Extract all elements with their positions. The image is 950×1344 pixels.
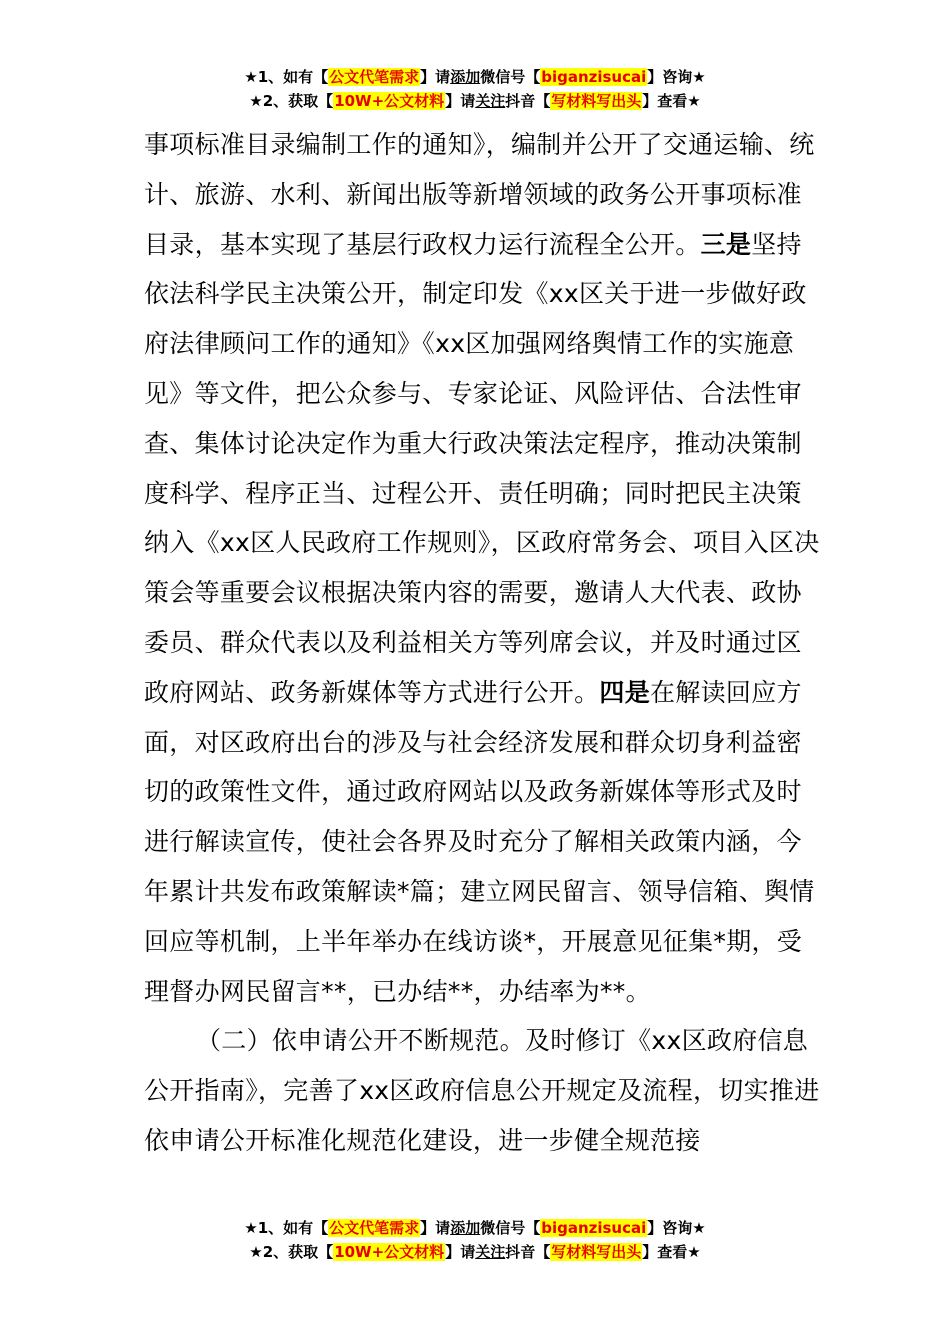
banner-text: ★2、获取【 [249, 1243, 334, 1261]
highlight-materials: 10W+公文材料 [334, 1243, 445, 1261]
paragraph-text: 在解读回应方面，对区政府出台的涉及与社会经济发展和群众切身利益密切的政策性文件，通过政府网站以及政务新媒体等形式及时进行解读宣传，使社会各界及时充分了解相关政策内涵，今年累计共发布政策解读*篇；建立网民留言、领导信箱、舆情回应等机制，上半年举办在线访谈*，开展意见征集*期，受理督办网民留言**，已办结**，办结率为**。 [144, 677, 815, 1006]
header-banner [0, 66, 950, 114]
banner-text: ★1、如有【 [244, 68, 329, 86]
banner-line-1 [0, 1217, 950, 1241]
banner-text: 】查看★ [642, 1243, 701, 1261]
banner-text: 微信号【 [480, 68, 541, 86]
bold-marker: 四是 [599, 677, 651, 707]
highlight-douyin-id: 写材料写出头 [551, 92, 642, 110]
banner-text-underlined: 添加 [450, 68, 481, 86]
footer-banner [0, 1217, 950, 1265]
banner-text: 】咨询★ [647, 68, 706, 86]
banner-text: 】请 [445, 1243, 476, 1261]
banner-text: 抖音【 [505, 1243, 551, 1261]
banner-line-2 [0, 1241, 950, 1265]
banner-text: 】查看★ [642, 92, 701, 110]
banner-text: 微信号【 [480, 1219, 541, 1237]
paragraph-text: 事项标准目录编制工作的通知》，编制并公开了交通运输、统计、旅游、水利、新闻出版等新增领域的政务公开事项标准目录，基本实现了基层行政权力运行流程全公开。 [144, 130, 815, 259]
paragraph-2: （二）依申请公开不断规范。及时修订《xx区政府信息公开指南》，完善了xx区政府信息公开规定及流程，切实推进依申请公开标准化规范化建设，进一步健全规范接 [144, 1026, 820, 1155]
highlight-materials: 10W+公文材料 [334, 92, 445, 110]
paragraph-1 [144, 120, 820, 1016]
banner-text: 】请 [420, 68, 451, 86]
highlight-wechat-id: biganzisucai [541, 68, 647, 86]
banner-text: ★2、获取【 [249, 92, 334, 110]
banner-text-underlined: 关注 [475, 1243, 506, 1261]
banner-text: 】请 [445, 92, 476, 110]
bold-marker: 三是 [700, 229, 752, 259]
banner-text: 】咨询★ [647, 1219, 706, 1237]
paragraph-text: 坚持依法科学民主决策公开，制定印发《xx区关于进一步做好政府法律顾问工作的通知》《xx区加强网络舆情工作的实施意见》等文件，把公众参与、专家论证、风险评估、合法性审查、集体讨论决定作为重大行政决策法定程序，推动决策制度科学、程序正当、过程公开、责任明确；同时把民主决策纳入《xx区人民政府工作规则》，区政府常务会、项目入区决策会等重要会议根据决策内容的需要，邀请人大代表、政协委员、群众代表以及利益相关方等列席会议，并及时通过区政府网站、政务新媒体等方式进行公开。 [144, 229, 820, 707]
highlight-wechat-id: biganzisucai [541, 1219, 647, 1237]
banner-text-underlined: 关注 [475, 92, 506, 110]
banner-line-1 [0, 66, 950, 90]
banner-text: ★1、如有【 [244, 1219, 329, 1237]
banner-text: 抖音【 [505, 92, 551, 110]
banner-line-2 [0, 90, 950, 114]
document-body [144, 120, 820, 1166]
highlight-service: 公文代笔需求 [329, 1219, 420, 1237]
highlight-service: 公文代笔需求 [329, 68, 420, 86]
banner-text: 】请 [420, 1219, 451, 1237]
banner-text-underlined: 添加 [450, 1219, 481, 1237]
highlight-douyin-id: 写材料写出头 [551, 1243, 642, 1261]
